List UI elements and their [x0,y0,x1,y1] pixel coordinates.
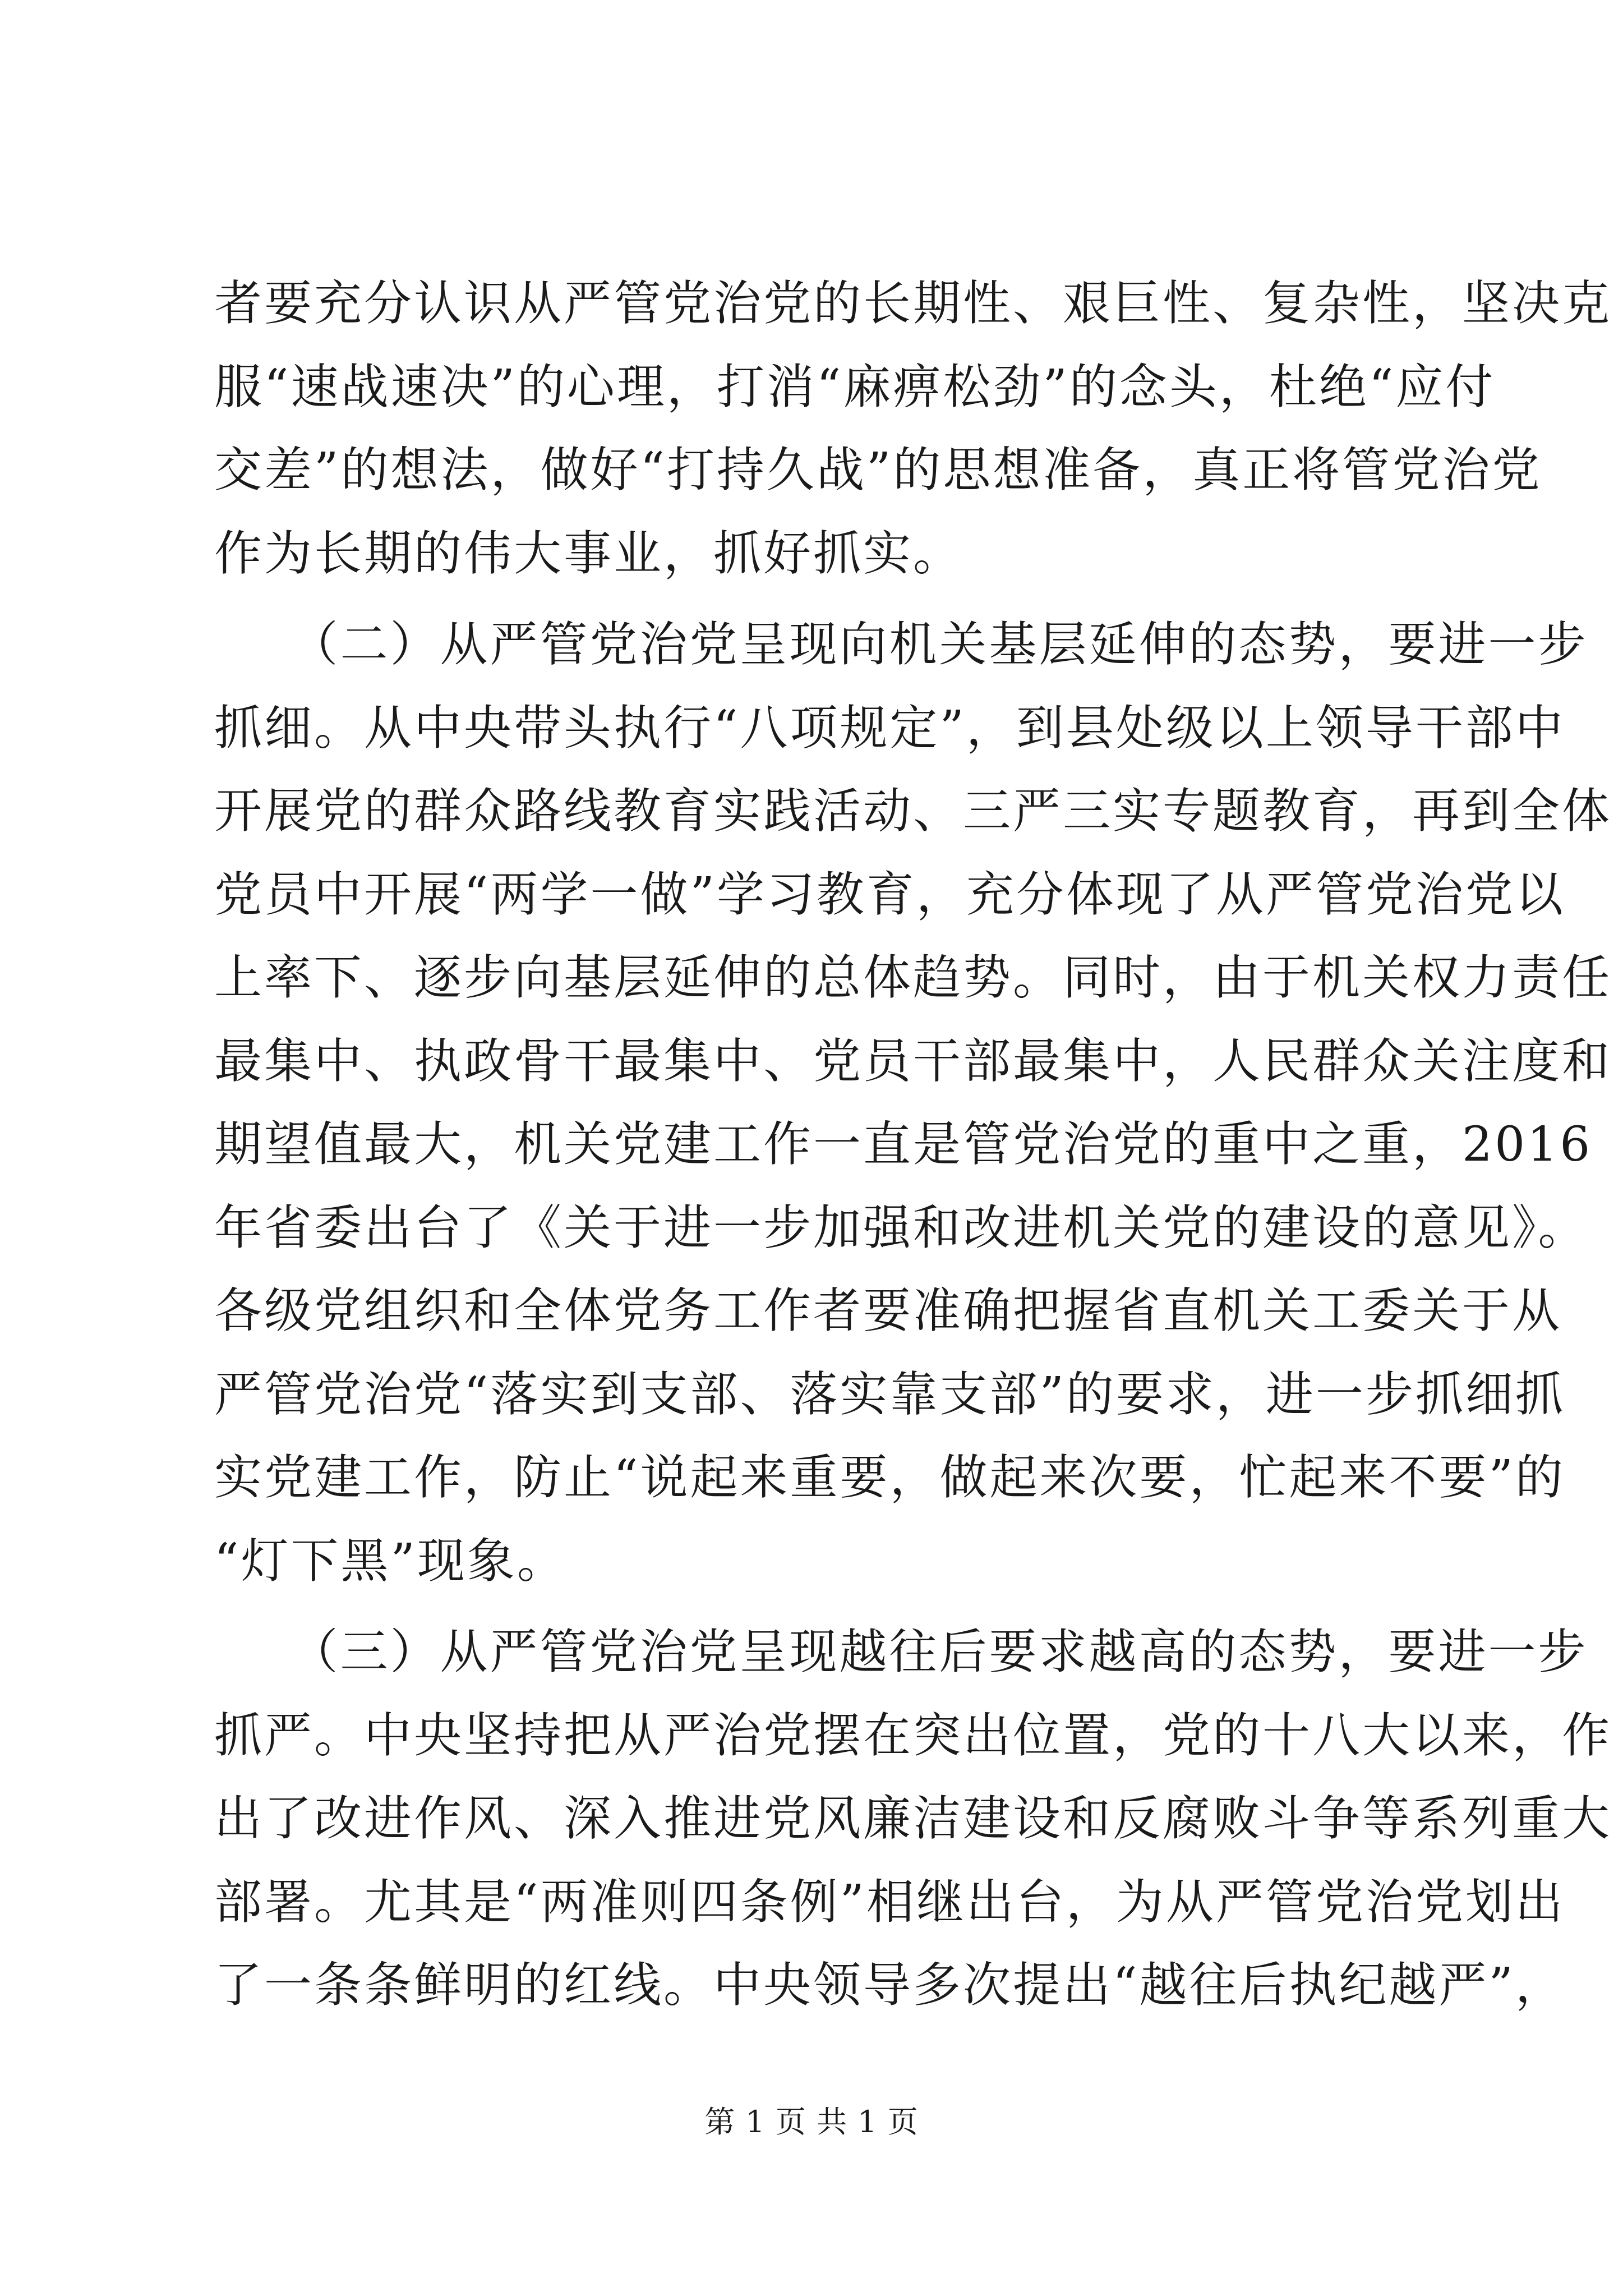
text-line: 党员中开展“两学一做”学习教育，充分体现了从严管党治党以 [214,867,1565,923]
text-line: 出了改进作风、深入推进党风廉洁建设和反腐败斗争等系列重大 [214,1791,1612,1847]
text-line: 抓细。从中央带头执行“八项规定”，到县处级以上领导干部中 [214,700,1565,756]
text-line: 各级党组织和全体党务工作者要准确把握省直机关工委关于从 [214,1283,1562,1339]
text-line: 抓严。中央坚持把从严治党摆在突出位置，党的十八大以来，作 [214,1708,1612,1764]
text-line: 部署。尤其是“两准则四条例”相继出台，为从严管党治党划出 [214,1874,1565,1930]
text-line: 者要充分认识从严管党治党的长期性、艰巨性、复杂性，坚决克 [214,276,1612,332]
text-line: 期望值最大，机关党建工作一直是管党治党的重中之重，2016 [214,1117,1593,1172]
document-body [214,263,1612,2028]
text-line: 作为长期的伟大事业，抓好抓实。 [214,526,963,582]
text-line: 年省委出台了《关于进一步加强和改进机关党的建设的意见》。 [214,1200,1588,1256]
text-line: 上率下、逐步向基层延伸的总体趋势。同时，由于机关权力责任 [214,950,1612,1006]
text-line: 了一条条鲜明的红线。中央领导多次提出“越往后执纪越严”， [214,1958,1565,2013]
page-number-footer: 第 1 页 共 1 页 [704,2104,919,2139]
text-line: 交差”的想法，做好“打持久战”的思想准备，真正将管党治党 [214,443,1542,498]
text-line: （二）从严管党治党呈现向机关基层延伸的态势，要进一步 [214,617,1588,673]
text-line: “灯下黑”现象。 [214,1533,567,1589]
text-line: 服“速战速决”的心理，打消“麻痹松劲”的念头，杜绝“应付 [214,359,1496,415]
text-line: （三）从严管党治党呈现越往后要求越高的态势，要进一步 [214,1625,1588,1680]
text-line: 最集中、执政骨干最集中、党员干部最集中，人民群众关注度和 [214,1033,1612,1089]
text-line: 开展党的群众路线教育实践活动、三严三实专题教育，再到全体 [214,784,1612,839]
paragraph [214,1611,1612,2028]
paragraph [214,604,1612,1603]
text-line: 实党建工作，防止“说起来重要，做起来次要，忙起来不要”的 [214,1450,1565,1506]
text-line: 严管党治党“落实到支部、落实靠支部”的要求，进一步抓细抓 [214,1366,1565,1423]
paragraph [214,263,1612,596]
